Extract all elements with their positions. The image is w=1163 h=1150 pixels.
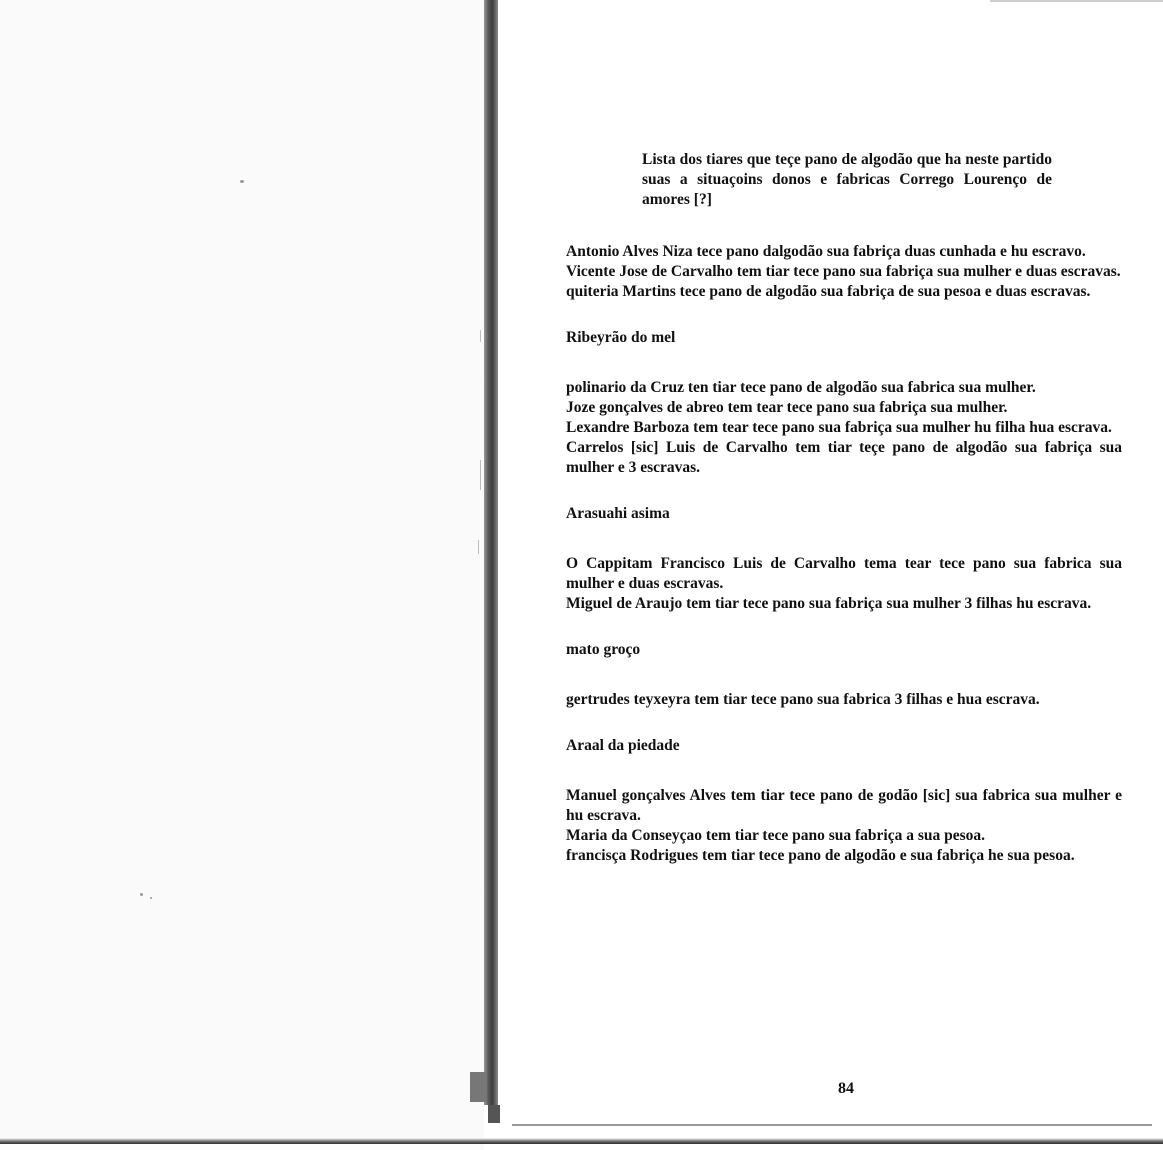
entry: polinario da Cruz ten tiar tece pano de algodão sua fabrica sua mulher. — [566, 379, 1036, 396]
page-top-edge — [990, 0, 1163, 2]
scan-artifact — [480, 330, 481, 342]
section-heading: Ribeyrão do mel — [566, 329, 676, 346]
book-gutter-tip — [488, 1105, 500, 1123]
entry: Miguel de Araujo tem tiar tece pano sua fabriça sua mulher 3 filhas hu escrava. — [566, 595, 1092, 612]
scan-artifact — [478, 540, 479, 554]
entry: Vicente Jose de Carvalho tem tiar tece pano sua fabriça sua mulher e duas escravas. — [566, 263, 1121, 280]
entry: Joze gonçalves de abreo tem tear tece pano sua fabriça sua mulher. — [566, 399, 1008, 416]
document-page — [566, 150, 1122, 866]
entry: gertrudes teyxeyra tem tiar tece pano sua fabrica 3 filhas e hua escrava. — [566, 691, 1040, 708]
section-heading: mato groço — [566, 641, 641, 658]
entry: Maria da Conseyçao tem tiar tece pano sua fabriça a sua pesoa. — [566, 827, 986, 844]
entry: francisça Rodrigues tem tiar tece pano de algodão e sua fabriça he sua pesoa. — [566, 847, 1075, 864]
entry: quiteria Martins tece pano de algodão sua fabriça de sua pesoa e duas escravas. — [566, 283, 1091, 300]
book-gutter-shadow — [470, 1072, 486, 1102]
page-title: Lista dos tiares que teçe pano de algodão que ha neste partido suas a situaçoins donos e fabricas Corrego Lourenço de amores [?] — [642, 151, 1052, 208]
page-number: 84 — [838, 1080, 854, 1097]
entry: O Cappitam Francisco Luis de Carvalho tema tear tece pano sua fabrica sua mulher e duas escravas. — [566, 555, 1122, 592]
section-heading: Araal da piedade — [566, 737, 680, 754]
section-arasuahi-asima — [566, 554, 1122, 614]
scan-bottom-edge — [0, 1138, 1163, 1144]
entry: Lexandre Barboza tem tear tece pano sua fabriça sua mulher hu filha hua escrava. — [566, 419, 1112, 436]
dust-speck — [150, 897, 152, 899]
dust-speck — [140, 893, 143, 896]
section-heading: Arasuahi asima — [566, 505, 670, 522]
left-blank-page — [0, 0, 484, 1150]
page-bottom-edge — [512, 1124, 1152, 1126]
dust-speck — [240, 180, 244, 183]
entry: Manuel gonçalves Alves tem tiar tece pano de godão [sic] sua fabrica sua mulher e hu escrava. — [566, 787, 1122, 824]
book-gutter — [484, 0, 498, 1105]
section-araal-da-piedade — [566, 786, 1122, 866]
entry: Carrelos [sic] Luis de Carvalho tem tiar teçe pano de algodão sua fabriça sua mulher e 3 escravas. — [566, 439, 1122, 476]
entry: Antonio Alves Niza tece pano dalgodão sua fabriça duas cunhada e hu escravo. — [566, 243, 1086, 260]
section-ribeyrao-do-mel — [566, 378, 1122, 478]
scan-artifact — [480, 460, 481, 490]
section-corrego-lourenco — [566, 242, 1122, 302]
section-mato-groco — [566, 690, 1122, 710]
